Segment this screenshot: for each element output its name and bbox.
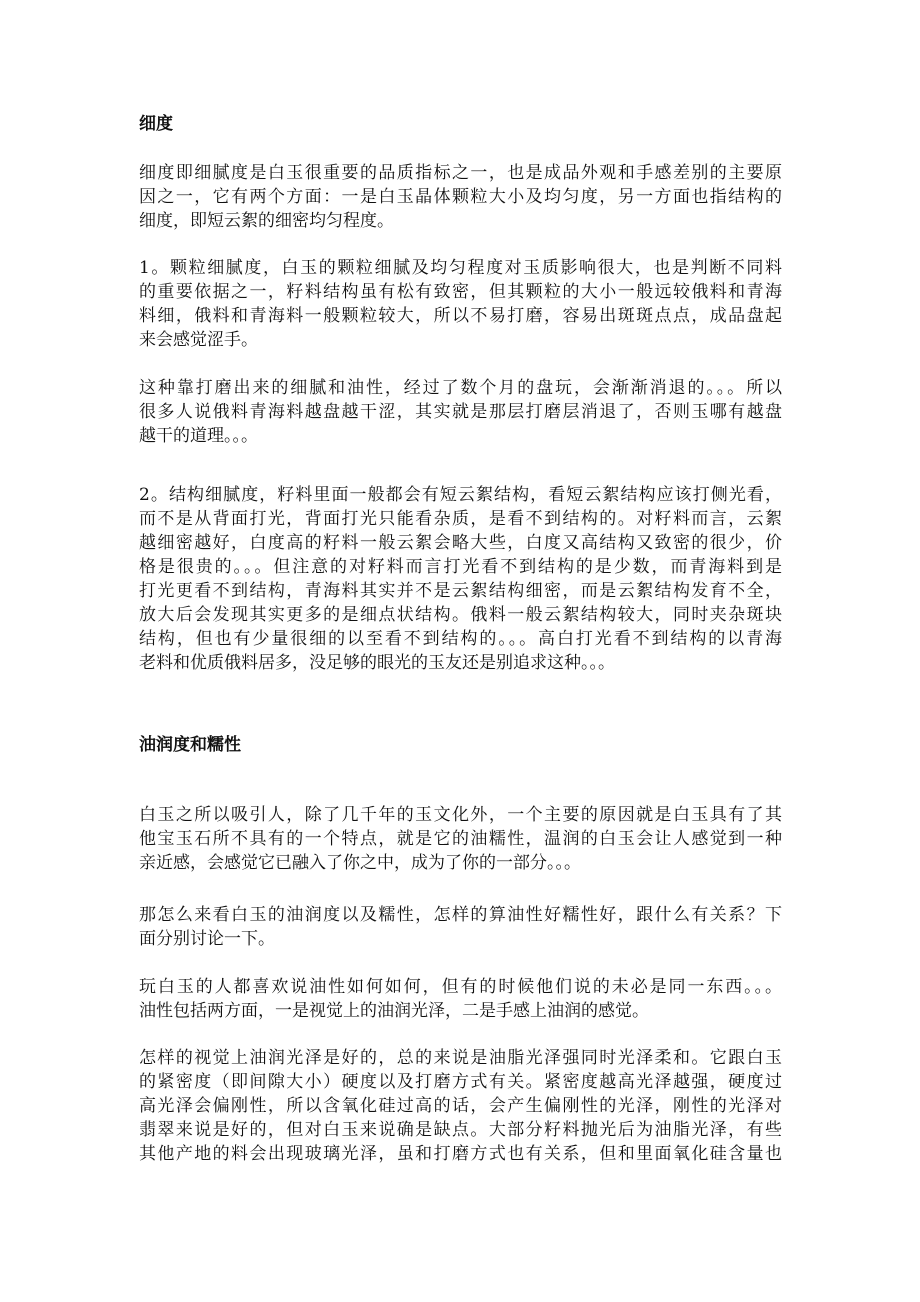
text-line: 那怎么来看白玉的油润度以及糯性，怎样的算油性好糯性好，跟什么有关系？下 (139, 905, 782, 925)
text-line: 的重要依据之一，籽料结构虽有松有致密，但其颗粒的大小一般远较俄料和青海 (139, 282, 782, 302)
text-line: 很多人说俄料青海料越盘越干涩，其实就是那层打磨层消退了，否则玉哪有越盘 (139, 402, 782, 422)
text-line: 越细密越好，白度高的籽料一般云絮会略大些，白度又高结构又致密的很少，价 (139, 533, 782, 553)
paragraph (139, 483, 782, 675)
text-line: 的紧密度（即间隙大小）硬度以及打磨方式有关。紧密度越高光泽越强，硬度过 (139, 1072, 782, 1092)
text-line: 来会感觉涩手。 (139, 330, 258, 350)
text-line: 玩白玉的人都喜欢说油性如何如何，但有的时候他们说的未必是同一东西。。。 (139, 977, 782, 997)
paragraph (139, 903, 782, 951)
section-heading-oiliness: 油润度和糯性 (139, 735, 241, 755)
text-line: 翡翠来说是好的，但对白玉来说确是缺点。大部分籽料抛光后为油脂光泽，有些 (139, 1120, 782, 1140)
text-line: 结构，但也有少量很细的以至看不到结构的。。。高白打光看不到结构的以青海 (139, 629, 782, 649)
text-line: 细度即细腻度是白玉很重要的品质指标之一，也是成品外观和手感差别的主要原 (139, 163, 782, 183)
paragraph (139, 1046, 782, 1166)
paragraph (139, 256, 782, 352)
text-line: 亲近感，会感觉它已融入了你之中，成为了你的一部分。。。 (139, 853, 581, 873)
text-line: 老料和优质俄料居多，没足够的眼光的玉友还是别追求这种。。。 (139, 653, 615, 673)
text-line: 因之一，它有两个方面：一是白玉晶体颗粒大小及均匀度，另一方面也指结构的 (139, 187, 782, 207)
text-line: 细度，即短云絮的细密均匀程度。 (139, 211, 394, 231)
text-line: 越干的道理。。。 (139, 426, 258, 446)
paragraph (139, 161, 782, 233)
text-line: 而不是从背面打光，背面打光只能看杂质，是看不到结构的。对籽料而言，云絮 (139, 509, 782, 529)
text-line: 放大后会发现其实更多的是细点状结构。俄料一般云絮结构较大，同时夹杂斑块 (139, 605, 782, 625)
text-line: 他宝玉石所不具有的一个特点，就是它的油糯性，温润的白玉会让人感觉到一种 (139, 829, 782, 849)
text-line: 格是很贵的。。。但注意的对籽料而言打光看不到结构的是少数，而青海料到是 (139, 557, 782, 577)
text-line: 打光更看不到结构，青海料其实并不是云絮结构细密，而是云絮结构发育不全， (139, 581, 782, 601)
paragraph (139, 975, 782, 1023)
text-line: 油性包括两方面，一是视觉上的油润光泽，二是手感上油润的感觉。 (139, 1001, 649, 1021)
paragraph (139, 803, 782, 875)
text-line: 料细，俄料和青海料一般颗粒较大，所以不易打磨，容易出斑斑点点，成品盘起 (139, 306, 782, 326)
text-line: 怎样的视觉上油润光泽是好的，总的来说是油脂光泽强同时光泽柔和。它跟白玉 (139, 1048, 782, 1068)
text-line: 高光泽会偏刚性，所以含氧化硅过高的话，会产生偏刚性的光泽，刚性的光泽对 (139, 1096, 782, 1116)
section-heading-fineness: 细度 (139, 114, 173, 134)
text-line: 白玉之所以吸引人，除了几千年的玉文化外，一个主要的原因就是白玉具有了其 (139, 805, 782, 825)
paragraph (139, 376, 782, 448)
text-line: 面分别讨论一下。 (139, 929, 275, 949)
text-line: 这种靠打磨出来的细腻和油性，经过了数个月的盘玩，会渐渐消退的。。。所以 (139, 378, 782, 398)
text-line: 其他产地的料会出现玻璃光泽，虽和打磨方式也有关系，但和里面氧化硅含量也 (139, 1144, 782, 1164)
text-line: 2。结构细腻度，籽料里面一般都会有短云絮结构，看短云絮结构应该打侧光看， (139, 485, 782, 505)
text-line: 1。颗粒细腻度，白玉的颗粒细腻及均匀程度对玉质影响很大，也是判断不同料 (139, 258, 782, 278)
